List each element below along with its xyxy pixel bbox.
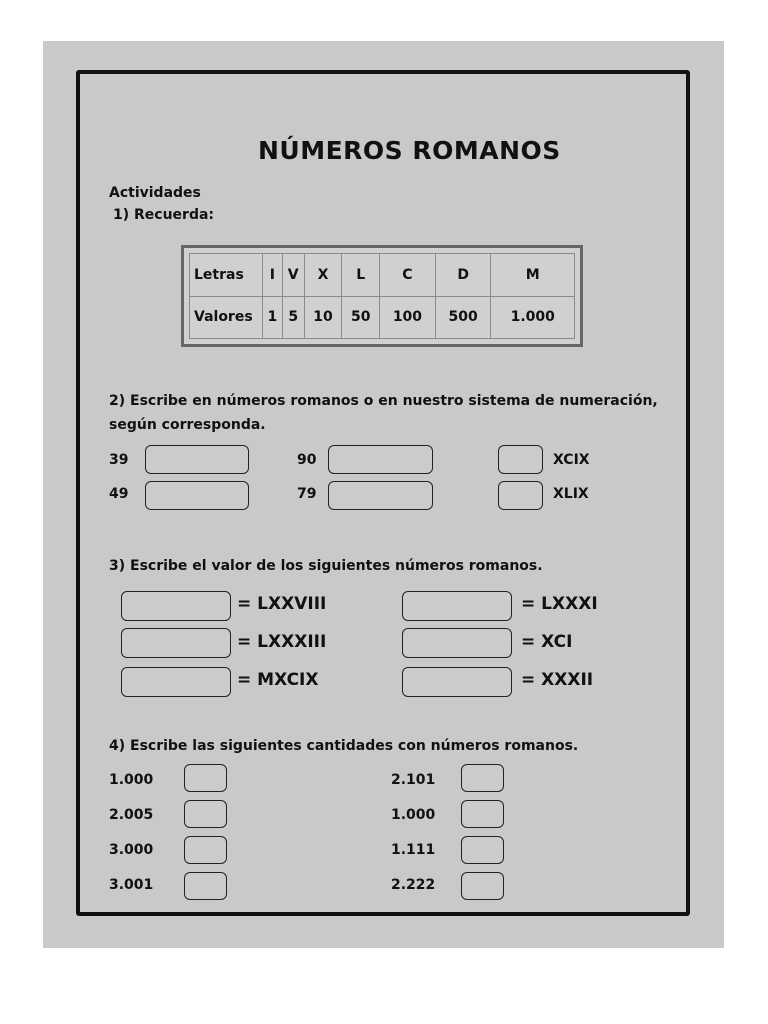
number-90: 90: [297, 452, 317, 468]
letter-cell: D: [435, 254, 491, 297]
answer-box[interactable]: [184, 872, 227, 900]
roman-xcix: XCIX: [553, 452, 590, 468]
answer-box[interactable]: [402, 628, 512, 658]
answer-box[interactable]: [402, 667, 512, 697]
roman-xlix: XLIX: [553, 486, 589, 502]
quantity-label: 1.111: [391, 842, 436, 858]
value-cell: 1.000: [491, 296, 575, 339]
quantity-label: 3.001: [109, 877, 154, 893]
quantity-label: 1.000: [109, 772, 154, 788]
answer-box[interactable]: [184, 764, 227, 792]
value-cell: 10: [304, 296, 342, 339]
quantity-label: 3.000: [109, 842, 154, 858]
value-cell: 100: [380, 296, 436, 339]
answer-box[interactable]: [461, 764, 504, 792]
quantity-label: 2.005: [109, 807, 154, 823]
quantity-label: 1.000: [391, 807, 436, 823]
section2-heading-line2: según corresponda.: [109, 417, 266, 433]
answer-box[interactable]: [498, 445, 543, 474]
roman-lxxxi: = LXXXI: [521, 594, 598, 614]
number-79: 79: [297, 486, 317, 502]
answer-box[interactable]: [121, 591, 231, 621]
answer-box[interactable]: [461, 800, 504, 828]
answer-box[interactable]: [461, 836, 504, 864]
answer-box[interactable]: [328, 481, 433, 510]
roman-reference-table: [181, 245, 583, 347]
letter-cell: X: [304, 254, 342, 297]
answer-box[interactable]: [402, 591, 512, 621]
roman-lxxxiii: = LXXXIII: [237, 632, 327, 652]
quantity-label: 2.222: [391, 877, 436, 893]
roman-mxcix: = MXCIX: [237, 670, 319, 690]
answer-box[interactable]: [461, 872, 504, 900]
answer-box[interactable]: [121, 667, 231, 697]
answer-box[interactable]: [121, 628, 231, 658]
value-cell: 50: [342, 296, 380, 339]
answer-box[interactable]: [145, 481, 249, 510]
letras-label: Letras: [190, 254, 263, 297]
quantity-label: 2.101: [391, 772, 436, 788]
answer-box[interactable]: [328, 445, 433, 474]
answer-box[interactable]: [184, 836, 227, 864]
number-39: 39: [109, 452, 129, 468]
page-title: NÚMEROS ROMANOS: [258, 136, 561, 165]
section2-heading-line1: 2) Escribe en números romanos o en nuestro sistema de numeración,: [109, 393, 658, 409]
value-cell: 5: [282, 296, 304, 339]
table-row-letters: [190, 254, 575, 297]
letter-cell: M: [491, 254, 575, 297]
answer-box[interactable]: [184, 800, 227, 828]
letter-cell: V: [282, 254, 304, 297]
valores-label: Valores: [190, 296, 263, 339]
section3-heading: 3) Escribe el valor de los siguientes números romanos.: [109, 558, 543, 574]
letter-cell: I: [263, 254, 283, 297]
answer-box[interactable]: [498, 481, 543, 510]
value-cell: 1: [263, 296, 283, 339]
letter-cell: C: [380, 254, 436, 297]
roman-xxxii: = XXXII: [521, 670, 594, 690]
number-49: 49: [109, 486, 129, 502]
roman-lxxviii: = LXXVIII: [237, 594, 327, 614]
activities-label: Actividades: [109, 185, 201, 201]
table-row-values: [190, 296, 575, 339]
roman-xci: = XCI: [521, 632, 573, 652]
value-cell: 500: [435, 296, 491, 339]
section1-heading: 1) Recuerda:: [113, 207, 215, 223]
letter-cell: L: [342, 254, 380, 297]
section4-heading: 4) Escribe las siguientes cantidades con números romanos.: [109, 738, 579, 754]
answer-box[interactable]: [145, 445, 249, 474]
